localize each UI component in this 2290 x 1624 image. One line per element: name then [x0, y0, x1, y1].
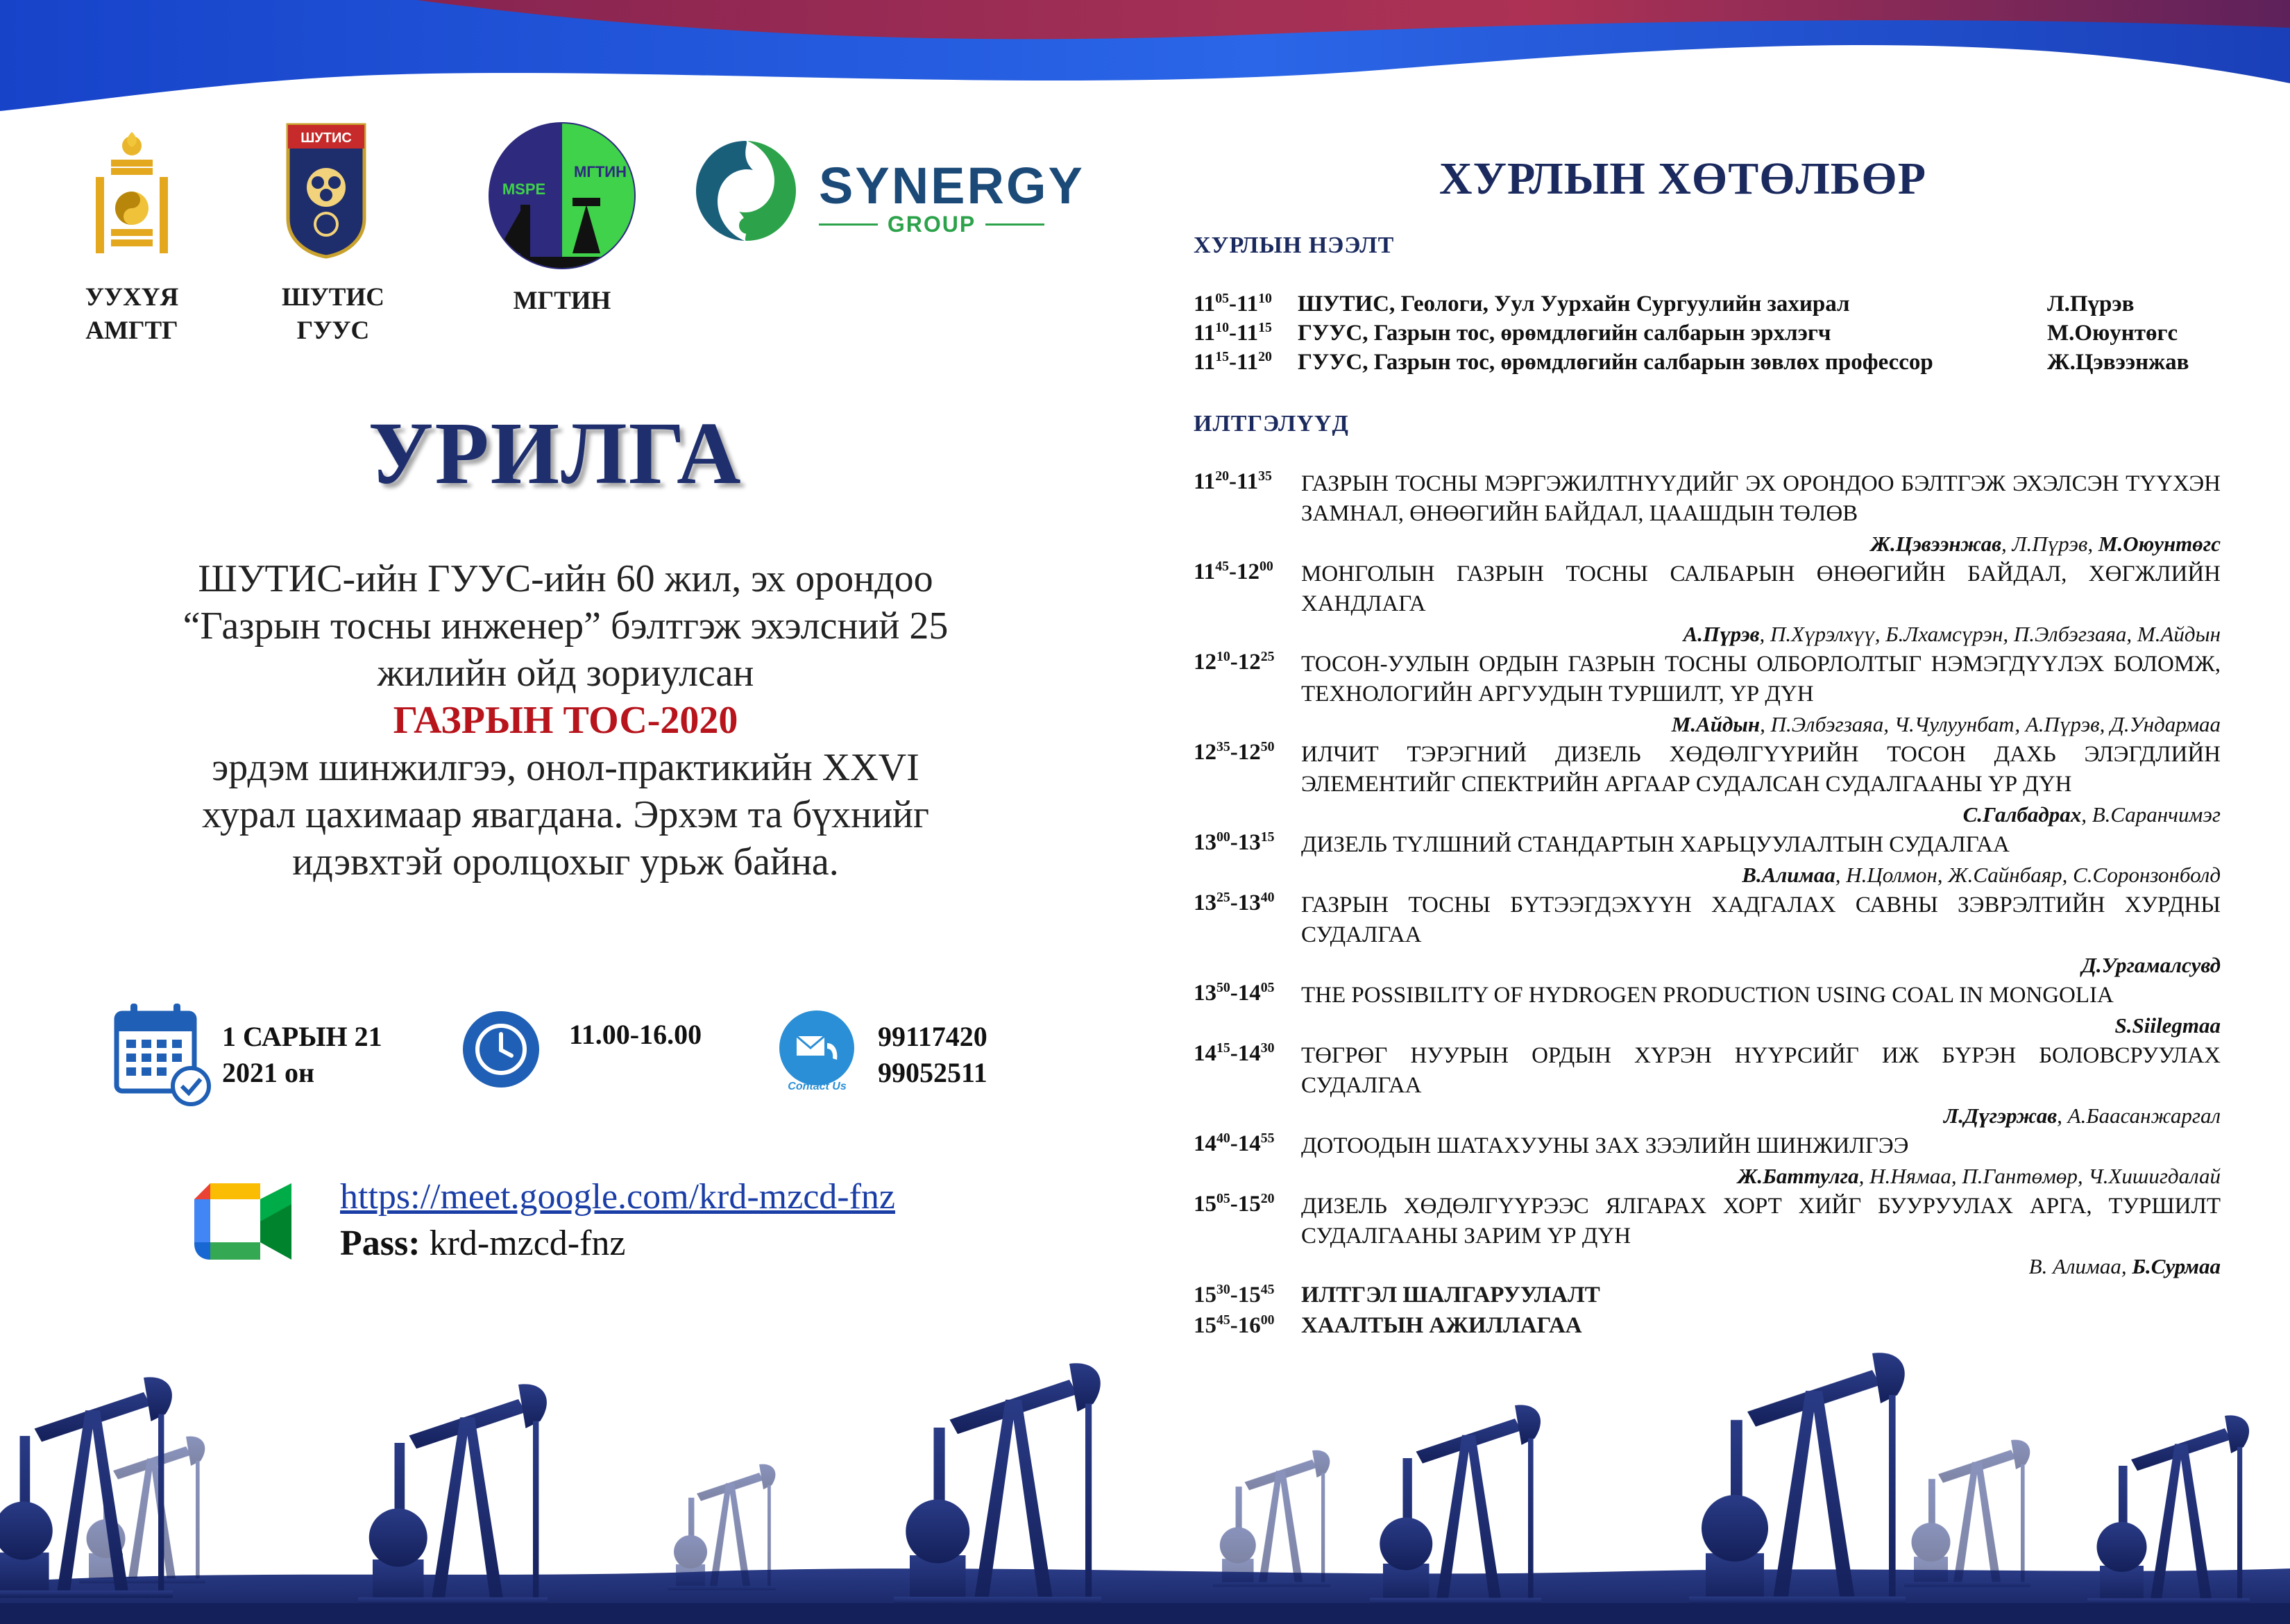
- logo-label-uukhuya: УУХҮЯ АМГТГ: [85, 283, 179, 345]
- talk-authors: С.Галбадрах, В.Саранчимэг: [1962, 802, 2221, 827]
- logo-label-mgtin: МГТИН: [513, 287, 611, 315]
- meet-pass-value: krd-mzcd-fnz: [420, 1224, 626, 1263]
- opening-row: [1194, 321, 2221, 350]
- time-slot: $12^{35}-12^{50}$: [1194, 739, 1275, 765]
- shutis-shield-icon: [285, 121, 368, 260]
- mgtin-logo-icon: [482, 121, 642, 271]
- phone-number: 99117420: [878, 1021, 987, 1052]
- talk-authors: А.Пүрэв, П.Хүрэлхүү, Б.Лхамсүрэн, П.Элбэгзаяа, М.Айдын: [1683, 622, 2221, 646]
- meet-link[interactable]: https://meet.google.com/krd-mzcd-fnz: [340, 1177, 895, 1217]
- invitation-line: жилийн ойд зориулсан: [377, 652, 754, 695]
- opening-desc: ГУУС, Газрын тос, өрөмдлөгийн салбарын эрхлэгч: [1298, 321, 1831, 346]
- logo-synergy: [690, 135, 1085, 246]
- event-date-line1: 1 САРЫН 21: [222, 1021, 382, 1052]
- event-date: [222, 1019, 382, 1091]
- oilfield-silhouette: [0, 1305, 2290, 1624]
- opening-section-title: ХУРЛЫН НЭЭЛТ: [1194, 232, 1395, 258]
- phone-number: 99052511: [878, 1057, 987, 1088]
- event-name: ГАЗРЫН ТОС-2020: [393, 699, 738, 742]
- talk-authors: М.Айдын, П.Элбэгзаяа, Ч.Чулуунбат, А.Пүрэв, Д.Ундармаа: [1671, 712, 2221, 736]
- calendar-icon: [111, 999, 212, 1107]
- closing-desc: ИЛТГЭЛ ШАЛГАРУУЛАЛТ: [1301, 1283, 1600, 1308]
- talk-title: ДОТООДЫН ШАТАХУУНЫ ЗАХ ЗЭЭЛИЙН ШИНЖИЛГЭЭ: [1301, 1133, 1909, 1158]
- contact-phones: [878, 1019, 987, 1091]
- opening-row: [1194, 291, 2221, 321]
- time-slot: $15^{30}-15^{45}$: [1194, 1282, 1275, 1308]
- time-slot: $15^{45}-16^{00}$: [1194, 1312, 1275, 1338]
- talk-item: [1194, 830, 2221, 890]
- talk-item: [1194, 469, 2221, 559]
- meet-pass-label: Pass:: [340, 1224, 421, 1263]
- contact-caption: Contact Us: [788, 1081, 847, 1092]
- talk-item: [1194, 559, 2221, 650]
- talk-authors: Л.Дүгэржав, А.Баасанжаргал: [1943, 1103, 2221, 1128]
- synergy-sub-text: [819, 212, 1044, 237]
- program-title: ХУРЛЫН ХӨТӨЛБӨР: [1439, 153, 1927, 204]
- talk-authors: В. Алимаа, Б.Сурмаа: [2028, 1254, 2221, 1278]
- talk-authors: Ж.Баттулга, Н.Нямаа, П.Гантөмөр, Ч.Хишигдалай: [1737, 1164, 2221, 1188]
- talk-item: [1194, 981, 2221, 1041]
- invitation-line: эрдэм шинжилгээ, онол-практикийн XXVI: [212, 746, 919, 789]
- event-time: 11.00-16.00: [569, 1019, 702, 1050]
- clock-icon: [461, 1010, 541, 1090]
- time-slot: $11^{05}-11^{10}$: [1194, 291, 1272, 316]
- invitation-text: [104, 555, 1027, 886]
- time-slot: $14^{40}-14^{55}$: [1194, 1131, 1275, 1156]
- talk-title: ТОСОН-УУЛЫН ОРДЫН ГАЗРЫН ТОСНЫ ОЛБОРЛОЛТЫГ НЭМЭГДҮҮЛЭХ БОЛОМЖ, ТЕХНОЛОГИЙН АРГУУДЫН ТУРШИЛТ, ҮР ДҮН: [1301, 652, 2221, 707]
- talk-title: THE POSSIBILITY OF HYDROGEN PRODUCTION USING COAL IN MONGOLIA: [1301, 983, 2114, 1008]
- opening-desc: ГУУС, Газрын тос, өрөмдлөгийн салбарын зөвлөх профессор: [1298, 350, 1933, 375]
- invitation-line: ШУТИС-ийн ГУУС-ийн 60 жил, эх орондоо: [198, 557, 933, 600]
- time-slot: $11^{15}-11^{20}$: [1194, 349, 1272, 375]
- talk-authors: Ж.Цэвээнжав, Л.Пүрэв, М.Оюунтөгс: [1870, 532, 2221, 556]
- talk-title: ДИЗЕЛЬ ХӨДӨЛГҮҮРЭЭС ЯЛГАРАХ ХОРТ ХИЙГ БУУРУУЛАХ АРГА, ТУРШИЛТ СУДАЛГААНЫ ЗАРИМ ҮР ДҮН: [1301, 1194, 2221, 1249]
- time-slot: $12^{10}-12^{25}$: [1194, 649, 1275, 675]
- synergy-group-logo-icon: [690, 135, 802, 246]
- shutis-emblem-text: ШУТИС: [300, 130, 352, 146]
- time-slot: $13^{50}-14^{05}$: [1194, 980, 1275, 1006]
- mgtin-emblem-text-right: МГТИН: [574, 163, 627, 180]
- event-date-line2: 2021 он: [222, 1057, 315, 1088]
- logo-label-shutis: ШУТИС ГУУС: [282, 283, 384, 345]
- talk-authors: S.Siilegmaa: [2114, 1013, 2221, 1038]
- invitation-line: хурал цахимаар явагдана. Эрхэм та бүхнийг: [202, 793, 929, 836]
- closing-desc: ХААЛТЫН АЖИЛЛАГАА: [1301, 1313, 1582, 1338]
- logo-uukhuya: [83, 125, 180, 264]
- talk-title: ИЛЧИТ ТЭРЭГНИЙ ДИЗЕЛЬ ХӨДӨЛГҮҮРИЙН ТОСОН ДАХЬ ЭЛЭГДЛИЙН ЭЛЕМЕНТИЙГ СПЕКТРИЙН АРГААР СУДАЛСАН СУДАЛГААНЫ ҮР ДҮН: [1301, 742, 2221, 797]
- invitation-line: идэвхтэй оролцохыг урьж байна.: [292, 840, 839, 883]
- talk-title: ДИЗЕЛЬ ТҮЛШНИЙ СТАНДАРТЫН ХАРЬЦУУЛАЛТЫН СУДАЛГАА: [1301, 832, 2010, 857]
- top-wave-banner: [0, 0, 2290, 118]
- time-slot: $13^{25}-13^{40}$: [1194, 890, 1275, 915]
- opening-desc: ШУТИС, Геологи, Уул Уурхайн Сургуулийн захирал: [1298, 291, 1850, 316]
- logo-shutis: [285, 121, 368, 260]
- soyombo-emblem-icon: [83, 125, 180, 264]
- meet-pass: [340, 1223, 626, 1264]
- talk-title: МОНГОЛЫН ГАЗРЫН ТОСНЫ САЛБАРЫН ӨНӨӨГИЙН БАЙДАЛ, ХӨГЖЛИЙН ХАНДЛАГА: [1301, 561, 2221, 616]
- talks-section-title: ИЛТГЭЛҮҮД: [1194, 411, 1349, 437]
- opening-row: [1194, 350, 2221, 379]
- talk-item: [1194, 1131, 2221, 1192]
- mgtin-emblem-text-left: MSPE: [502, 180, 546, 198]
- talk-item: [1194, 1192, 2221, 1282]
- talk-item: [1194, 650, 2221, 740]
- opening-person: Ж.Цэвээнжав: [2047, 350, 2189, 375]
- invitation-line: “Газрын тосны инженер” бэлтгэж эхэлсний 25: [183, 604, 949, 648]
- google-meet-icon: [191, 1180, 295, 1263]
- talk-authors: В.Алимаа, Н.Цолмон, Ж.Сайнбаяр, С.Соронзонболд: [1742, 863, 2221, 887]
- time-slot: $11^{10}-11^{15}$: [1194, 320, 1272, 346]
- time-slot: $14^{15}-14^{30}$: [1194, 1040, 1275, 1066]
- talk-item: [1194, 890, 2221, 981]
- logo-mgtin: [482, 121, 642, 271]
- time-slot: $11^{45}-12^{00}$: [1194, 559, 1273, 584]
- talk-title: ТӨГРӨГ НУУРЫН ОРДЫН ХҮРЭН НҮҮРСИЙГ ИЖ БҮРЭН БОЛОВСРУУЛАХ СУДАЛГАА: [1301, 1043, 2221, 1098]
- opening-person: М.Оюунтөгс: [2047, 321, 2178, 346]
- talk-item: [1194, 1041, 2221, 1131]
- synergy-brand-text: SYNERGY: [819, 157, 1085, 214]
- synergy-group-text: GROUP: [887, 212, 976, 237]
- talk-item: [1194, 740, 2221, 830]
- invitation-title: УРИЛГА: [368, 404, 743, 502]
- time-slot: $15^{05}-15^{20}$: [1194, 1191, 1275, 1217]
- time-slot: $13^{00}-13^{15}$: [1194, 829, 1275, 855]
- talk-title: ГАЗРЫН ТОСНЫ БҮТЭЭГДЭХҮҮН ХАДГАЛАХ САВНЫ ЗЭВРЭЛТИЙН ХУРДНЫ СУДАЛГАА: [1301, 893, 2221, 947]
- talk-title: ГАЗРЫН ТОСНЫ МЭРГЭЖИЛТНҮҮДИЙГ ЭХ ОРОНДОО БЭЛТГЭЖ ЭХЭЛСЭН ТҮҮХЭН ЗАМНАЛ, ӨНӨӨГИЙН БАЙДАЛ, ЦААШДЫН ТӨЛӨВ: [1301, 471, 2221, 526]
- time-slot: $11^{20}-11^{35}$: [1194, 468, 1272, 494]
- talk-authors: Д.Ургамалсувд: [2081, 953, 2221, 977]
- opening-person: Л.Пүрэв: [2047, 291, 2135, 316]
